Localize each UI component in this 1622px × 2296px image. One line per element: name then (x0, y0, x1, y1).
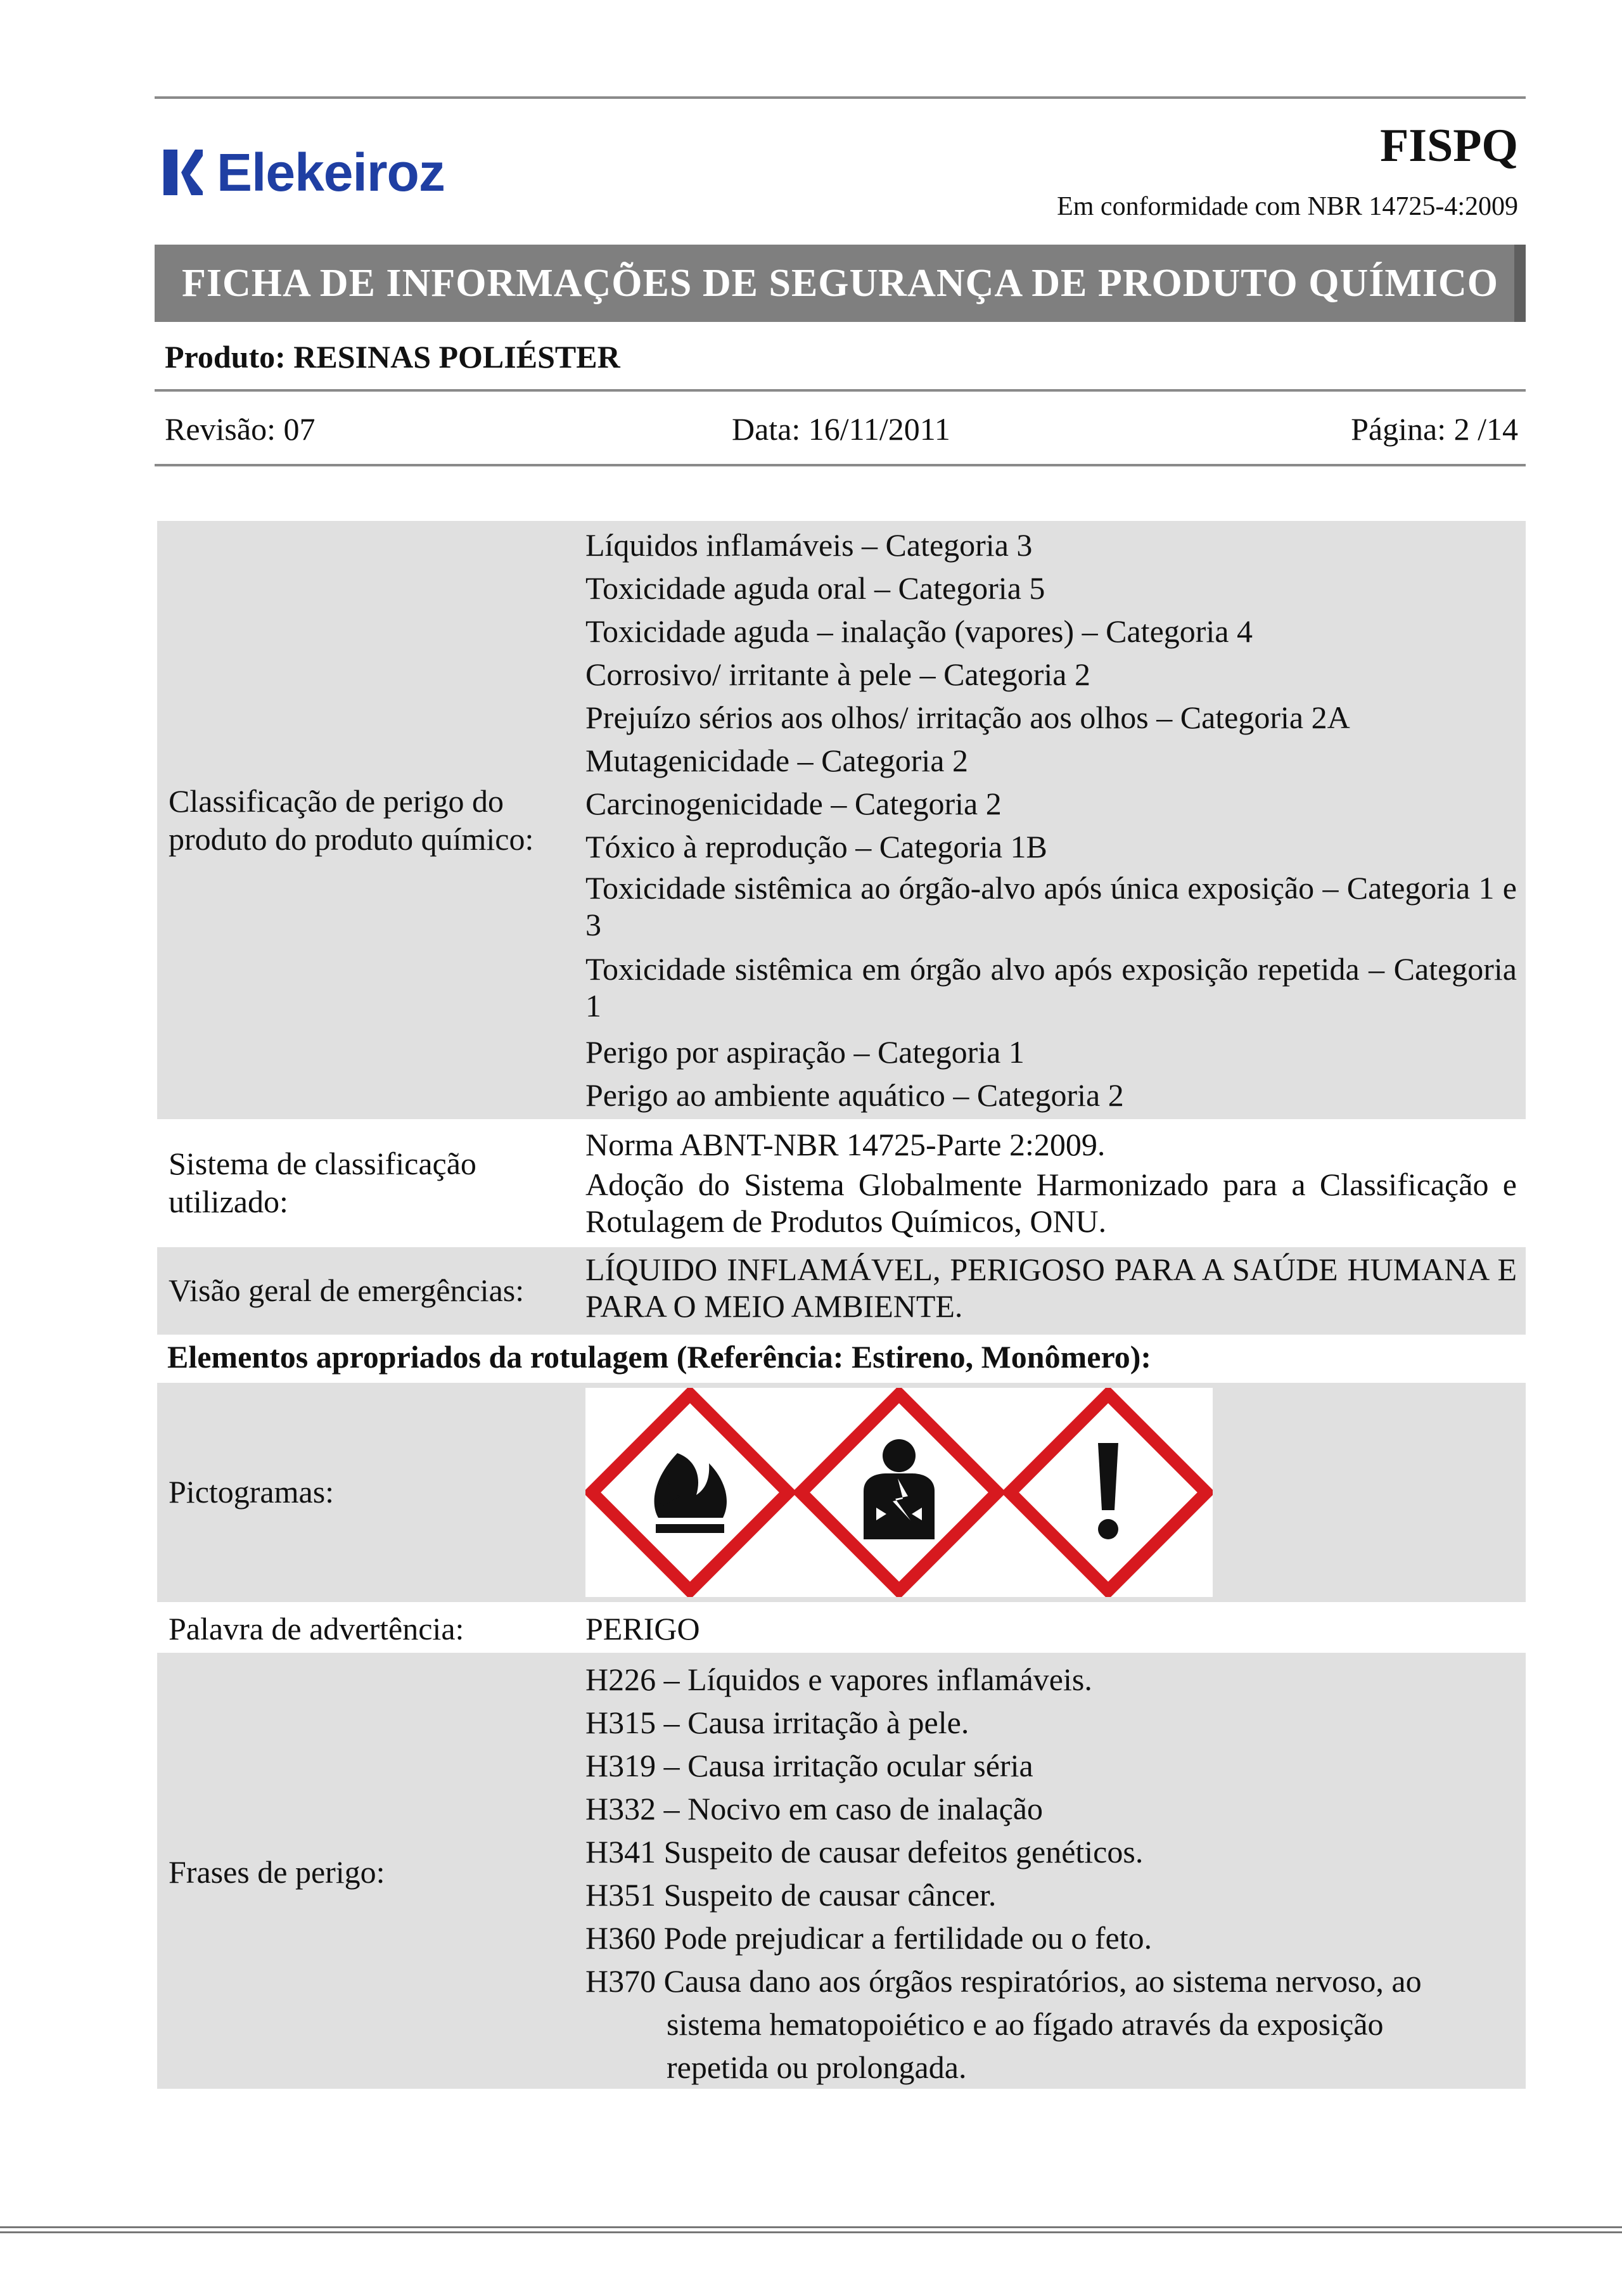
classification-label: Classificação de perigo do produto do produto químico: (169, 783, 534, 857)
top-rule (155, 96, 1526, 99)
emergency-value: LÍQUIDO INFLAMÁVEL, PERIGOSO PARA A SAÚDE HUMANA E PARA O MEIO AMBIENTE. (585, 1252, 1517, 1324)
revision-date: Data: 16/11/2011 (732, 411, 950, 447)
classification-item: Tóxico à reprodução – Categoria 1B (585, 829, 1047, 864)
classification-item: Toxicidade aguda – inalação (vapores) – Categoria 4 (585, 613, 1253, 649)
hazard-statements-label: Frases de perigo: (169, 1854, 385, 1890)
hazard-statement: H370 Causa dano aos órgãos respiratórios, ao sistema nervoso, ao sistema hematopoiético e ao fígado através da exposição repetida ou prolongada. (585, 1963, 1422, 2085)
hazard-statement: H315 – Causa irritação à pele. (585, 1705, 969, 1740)
flame-icon (592, 1394, 788, 1591)
system-item: Adoção do Sistema Globalmente Harmonizado para a Classificação e Rotulagem de Produtos Químicos, ONU. (585, 1167, 1517, 1239)
hazard-statement: H360 Pode prejudicar a fertilidade ou o feto. (585, 1920, 1153, 1956)
classification-item: Perigo ao ambiente aquático – Categoria 2 (585, 1077, 1124, 1113)
emergency-row (157, 1247, 1526, 1335)
classification-item: Toxicidade aguda oral – Categoria 5 (585, 570, 1045, 606)
logo-wordmark: Elekeiroz (217, 142, 445, 202)
classification-item: Prejuízo sérios aos olhos/ irritação aos olhos – Categoria 2A (585, 700, 1350, 735)
signal-word-box (585, 1607, 1517, 1650)
footer-rule (0, 2226, 1622, 2228)
hazard-statement: H341 Suspeito de causar defeitos genéticos. (585, 1834, 1144, 1870)
classification-item: Perigo por aspiração – Categoria 1 (585, 1034, 1025, 1070)
classification-item: Carcinogenicidade – Categoria 2 (585, 786, 1002, 821)
footer-rule (0, 2231, 1622, 2233)
labeling-title: Elementos apropriados da rotulagem (Referência: Estireno, Monômero): (167, 1339, 1152, 1375)
classification-item: Mutagenicidade – Categoria 2 (585, 743, 968, 778)
hazard-statements-row (157, 1653, 1526, 2089)
pictograms-row (157, 1383, 1526, 1602)
classification-list (585, 523, 1517, 1117)
pictograms-label: Pictogramas: (169, 1474, 335, 1510)
conformity-note: Em conformidade com NBR 14725-4:2009 (1057, 192, 1518, 221)
system-item: Norma ABNT-NBR 14725-Parte 2:2009. (585, 1127, 1106, 1162)
system-list (585, 1123, 1517, 1246)
signal-word-row (157, 1605, 1526, 1653)
signal-word-label: Palavra de advertência: (169, 1611, 464, 1646)
hazard-statement: H226 – Líquidos e vapores inflamáveis. (585, 1662, 1092, 1697)
classification-row (157, 521, 1526, 1119)
hazard-statements-list (585, 1658, 1517, 2089)
emergency-value-box (585, 1251, 1517, 1331)
hazard-statement: H319 – Causa irritação ocular séria (585, 1748, 1033, 1783)
classification-item: Toxicidade sistêmica ao órgão-alvo após única exposição – Categoria 1 e 3 (585, 870, 1517, 942)
revision-number: Revisão: 07 (165, 411, 316, 447)
classification-item: Toxicidade sistêmica em órgão alvo após exposição repetida – Categoria 1 (585, 951, 1517, 1023)
system-row (157, 1122, 1526, 1245)
signal-word: PERIGO (585, 1611, 700, 1646)
product-rule (155, 389, 1526, 392)
elekeiroz-logo-icon (163, 147, 203, 198)
hazard-statement: H332 – Nocivo em caso de inalação (585, 1791, 1043, 1826)
document-title: FICHA DE INFORMAÇÕES DE SEGURANÇA DE PRODUTO QUÍMICO (181, 261, 1499, 305)
product-name: Produto: RESINAS POLIÉSTER (165, 339, 620, 375)
health-hazard-icon (801, 1394, 997, 1591)
hazard-statement: H351 Suspeito de causar câncer. (585, 1877, 997, 1913)
page-number: Página: 2 /14 (1351, 411, 1518, 447)
document-title-banner (155, 245, 1526, 322)
classification-item: Corrosivo/ irritante à pele – Categoria 2 (585, 657, 1090, 692)
classification-item: Líquidos inflamáveis – Categoria 3 (585, 527, 1033, 563)
document-code: FISPQ (1380, 120, 1518, 172)
ghs-pictograms (585, 1388, 1213, 1597)
system-label: Sistema de classificação utilizado: (169, 1146, 476, 1219)
meta-rule (155, 464, 1526, 466)
exclamation-icon (1010, 1394, 1206, 1591)
emergency-label: Visão geral de emergências: (169, 1273, 525, 1308)
company-logo (163, 143, 445, 202)
pictograms-box (585, 1388, 1213, 1597)
